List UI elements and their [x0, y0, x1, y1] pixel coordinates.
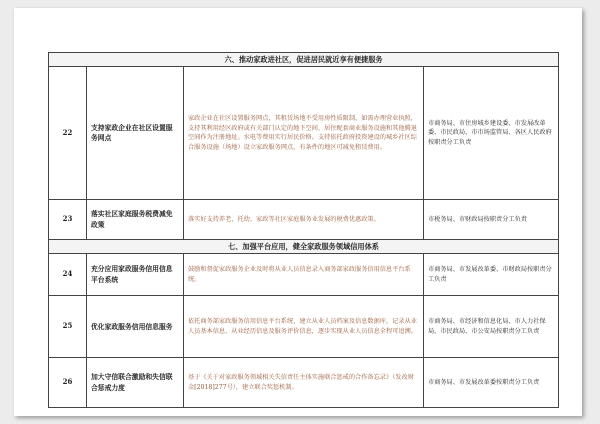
section-title: 七、加强平台应用，健全家政服务领域信用体系 [49, 240, 559, 254]
row-number: 23 [49, 200, 87, 240]
section-title: 六、推动家政进社区，促进居民就近享有便捷服务 [49, 53, 559, 67]
row-item: 充分应用家政服务信用信息平台系统 [87, 254, 184, 296]
row-content: 家政企业在社区设置服务网点，其租赁场地不受用房性质限制，如需办理营业执照，支持其利用经区政府或有关部门认定的地下空间、居住配套商业服务设施和其他腾退空间作为注册地址。水电等费用实行居民价格。支持依托政府投资建设的城乡社区综合服务设施（场地）设立家政服务网点，有条件的地区可减免租赁费用。 [184, 67, 424, 200]
row-item: 优化家政服务信用信息服务 [87, 296, 184, 358]
document-page [14, 8, 582, 416]
policy-table [48, 52, 559, 408]
table-row [49, 296, 559, 358]
row-number: 22 [49, 67, 87, 200]
section-header-row [49, 240, 559, 254]
row-department: 市税务局、市财政局按职责分工负责 [424, 200, 559, 240]
row-number: 24 [49, 254, 87, 296]
row-number: 25 [49, 296, 87, 358]
row-department: 市商务局、市经济和信息化局、市人力社保局、市民政局、市公安局按职责分工负责 [424, 296, 559, 358]
table-row [49, 358, 559, 408]
row-department: 市商务局、市住房城乡建设委、市发展改革委、市民政局、市市场监管局、各区人民政府按职责分工负责 [424, 67, 559, 200]
table-row [49, 200, 559, 240]
row-item: 落实社区家庭服务税费减免政策 [87, 200, 184, 240]
table-row [49, 254, 559, 296]
row-content: 依托商务部家政服务信用信息平台系统，建立从业人员档案及信息数据库，记录从业人员基本信息、从业经历信息及服务评价信息，逐步实现从业人员信息全程可追溯。 [184, 296, 424, 358]
row-content: 鼓励和督促家政服务企业及时将从业人员信息录入商务部家政服务信用信息平台系统。 [184, 254, 424, 296]
row-content: 落实好支持养老、托幼、家政等社区家庭服务业发展的税费优惠政策。 [184, 200, 424, 240]
row-content: 基于《关于对家政服务领域相关失信责任主体实施联合惩戒的合作备忘录》（发改财金[2018]277号），建立联合奖惩机制。 [184, 358, 424, 408]
row-department: 市商务局、市发展改革委按职责分工负责 [424, 358, 559, 408]
section-header-row [49, 53, 559, 67]
row-item: 支持家政企业在社区设置服务网点 [87, 67, 184, 200]
row-number: 26 [49, 358, 87, 408]
table-row [49, 67, 559, 200]
row-department: 市商务局、市发展改革委、市财政局按职责分工负责 [424, 254, 559, 296]
row-item: 加大守信联合激励和失信联合惩戒力度 [87, 358, 184, 408]
